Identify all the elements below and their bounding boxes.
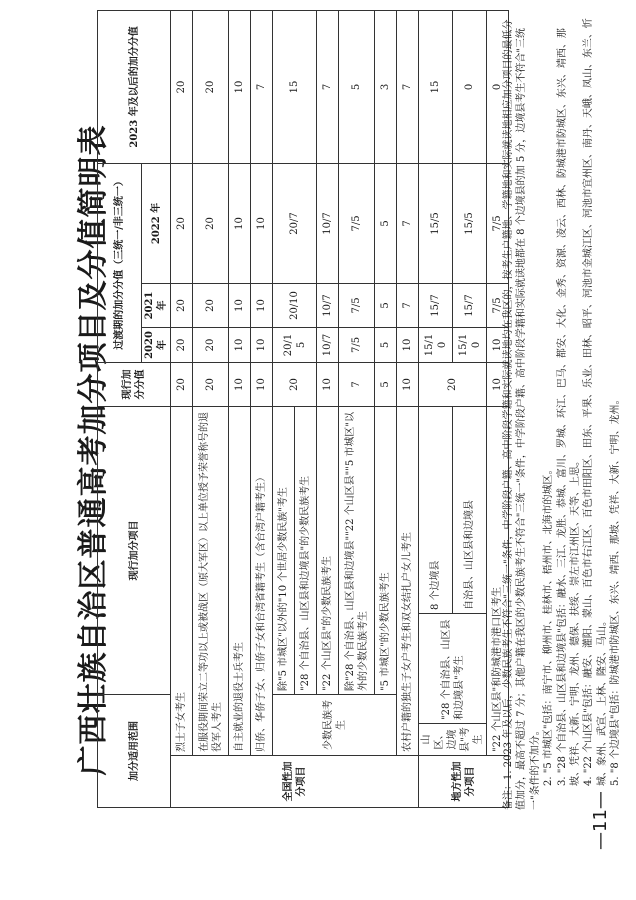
item-cell: 烈士子女考生 xyxy=(171,406,193,755)
value-2021: 20 xyxy=(193,283,229,327)
value-2022: 10/7 xyxy=(317,163,339,283)
item-cell: "22 个山区县"的少数民族考生 xyxy=(317,406,339,694)
value-current: 5 xyxy=(375,362,397,406)
note-2: 2. "5 市城区"包括：南宁市、柳州市、桂林市、梧州市、北海市的城区。 xyxy=(543,464,555,786)
value-2022: 7/5 xyxy=(339,163,375,283)
value-2020: 7/5 xyxy=(339,327,375,362)
document-title: 广西壮族自治区普通高考加分项目及分值简明表 xyxy=(76,124,111,776)
bonus-points-table xyxy=(97,10,509,808)
value-2020: 15/10 xyxy=(419,327,453,362)
table-row xyxy=(171,10,193,807)
value-2020: 20 xyxy=(171,327,193,362)
note-3: 3. "28 个自治县、山区县和边境县"包括：融水、三江、龙胜、恭城、富川、罗城、环江、巴马、都安、大化、金秀、资源、凌云、西林、防城港市防城区、东兴、靖西、那坡、凭祥、大新、宁明、龙州、德保、扶绥、崇左市江州区、天等、上思。 xyxy=(556,28,582,786)
header-transition: 过渡期的加分分值（三统一/非三统一） xyxy=(98,163,142,362)
value-2020: 5 xyxy=(375,327,397,362)
value-2021: 15/7 xyxy=(453,283,487,327)
value-2021: 7 xyxy=(397,283,419,327)
value-after-2023: 10 xyxy=(229,10,251,163)
value-after-2023: 20 xyxy=(193,10,229,163)
value-2021: 10 xyxy=(229,283,251,327)
value-2022: 10 xyxy=(229,163,251,283)
header-item: 现行加分项目 xyxy=(98,406,171,694)
item-cell: 自治县、山区县和边境县 xyxy=(453,406,487,613)
note-4: 4. "22 个山区县"包括：融安、灌阳、蒙山、百色市右江区、百色市田阳区、田东、平果、乐业、田林、昭平、河池市金城江区、河池市宜州区、南丹、天峨、凤山、东兰、忻城、象州、武宣、上林、隆安、马山。 xyxy=(583,18,608,786)
header-2020: 2020 年 xyxy=(142,327,171,362)
header-scope: 加分适用范围 xyxy=(98,694,171,807)
value-2021: 20 xyxy=(171,283,193,327)
value-2022: 20 xyxy=(171,163,193,283)
value-2022: 15/5 xyxy=(419,163,453,283)
item-cell: 除"28 个自治县、山区县和边境县""22 个山区县""5 市城区"以外的少数民族考生 xyxy=(339,406,375,694)
value-2022: 15/5 xyxy=(453,163,487,283)
note-5: 5. "8 个边境县"包括：防城港市防城区、东兴、靖西、那坡、凭祥、大新、宁明、龙州。 xyxy=(610,394,622,786)
value-2020: 15/10 xyxy=(453,327,487,362)
value-2022: 10 xyxy=(251,163,273,283)
value-2021: 10/7 xyxy=(317,283,339,327)
item-cell: "22 个山区县"和防城港市港口区考生 xyxy=(487,406,509,755)
item-cell: 自主就业的退役士兵考生 xyxy=(229,406,251,755)
value-2022: 7 xyxy=(397,163,419,283)
value-2021: 7/5 xyxy=(487,283,509,327)
value-2020: 10 xyxy=(251,327,273,362)
table-row xyxy=(193,10,229,807)
value-2021: 5 xyxy=(375,283,397,327)
value-after-2023: 20 xyxy=(171,10,193,163)
item-cell: 农村户籍的独生子女户考生和双女结扎户女儿考生 xyxy=(397,406,419,755)
table-row xyxy=(273,10,295,807)
value-current: 20 xyxy=(171,362,193,406)
value-after-2023: 0 xyxy=(487,10,509,163)
value-after-2023: 0 xyxy=(453,10,487,163)
value-after-2023: 15 xyxy=(273,10,317,163)
value-2022: 20/7 xyxy=(273,163,317,283)
item-cell: 归侨、华侨子女、归侨子女和台湾省籍考生（含台湾户籍考生） xyxy=(251,406,273,755)
table-row xyxy=(419,10,453,807)
header-current: 现行加分分值 xyxy=(98,362,171,406)
value-2021: 10 xyxy=(251,283,273,327)
table-row xyxy=(251,10,273,807)
header-2021: 2021 年 xyxy=(142,283,171,327)
table-row xyxy=(317,10,339,807)
value-current: 10 xyxy=(487,362,509,406)
value-after-2023: 15 xyxy=(419,10,453,163)
value-current: 20 xyxy=(419,362,487,406)
note-1: 备注：1. 2023 年及以后，少数民族考生不符合"三统一"条件，中学阶段户籍、高中阶段学籍和实际就读地均在我区的，按考生户籍地、学籍地和实际就读地相应加分项目的最低分值加分，最高不超过 7 分；其他户籍在我区的少数民族考生不符合"三统一"条件，中学阶段户籍、高中阶段学籍和实际就读地都在 8 个边境县的加 5 分，边境县考生不符合"三统一"条件的不加分。 xyxy=(503,19,541,810)
value-current: 20 xyxy=(193,362,229,406)
value-2021: 15/7 xyxy=(419,283,453,327)
item-cell: 在服役期间荣立二等功以上或被战区（原大军区）以上单位授予荣誉称号的退役军人考生 xyxy=(193,406,229,755)
value-after-2023: 5 xyxy=(339,10,375,163)
table-row xyxy=(375,10,397,807)
value-2020: 20/15 xyxy=(273,327,317,362)
value-2022: 20 xyxy=(193,163,229,283)
value-2022: 7/5 xyxy=(487,163,509,283)
item-cell: 8 个边境县 xyxy=(419,406,453,613)
value-current: 7 xyxy=(339,362,375,406)
value-2020: 20 xyxy=(193,327,229,362)
value-current: 10 xyxy=(251,362,273,406)
table-header-row xyxy=(98,10,142,807)
subgroup-minority: 少数民族考生 xyxy=(273,694,397,755)
header-after-2023: 2023 年及以后的加分分值 xyxy=(98,10,171,163)
value-after-2023: 7 xyxy=(397,10,419,163)
item-cell: "28 个自治县、山区县和边境县"的少数民族考生 xyxy=(295,406,317,694)
table-row xyxy=(229,10,251,807)
scope-national: 全国性加分项目 xyxy=(171,756,419,808)
page-number: —11— xyxy=(590,791,611,850)
value-2020: 10/7 xyxy=(317,327,339,362)
table-notes xyxy=(502,10,623,810)
value-2022: 5 xyxy=(375,163,397,283)
value-2020: 10 xyxy=(487,327,509,362)
value-current: 20 xyxy=(273,362,317,406)
item-cell: 除"5 市城区"以外的"10 个世居少数民族"考生 xyxy=(273,406,295,694)
value-2020: 10 xyxy=(229,327,251,362)
value-current: 10 xyxy=(229,362,251,406)
subgroup-item-cell: "28 个自治县、山区县和边境县"考生 xyxy=(419,613,487,723)
value-after-2023: 7 xyxy=(251,10,273,163)
scope-local: 地方性加分项目 xyxy=(419,756,509,808)
value-after-2023: 3 xyxy=(375,10,397,163)
subgroup-mountain: 山区、边境县"考生 xyxy=(419,724,487,756)
value-2021: 7/5 xyxy=(339,283,375,327)
table-row xyxy=(339,10,375,807)
value-current: 10 xyxy=(317,362,339,406)
value-current: 10 xyxy=(397,362,419,406)
value-2021: 20/10 xyxy=(273,283,317,327)
header-2022: 2022 年 xyxy=(142,163,171,283)
table-row xyxy=(397,10,419,807)
value-after-2023: 7 xyxy=(317,10,339,163)
value-2020: 10 xyxy=(397,327,419,362)
item-cell: "5 市城区"的少数民族考生 xyxy=(375,406,397,694)
